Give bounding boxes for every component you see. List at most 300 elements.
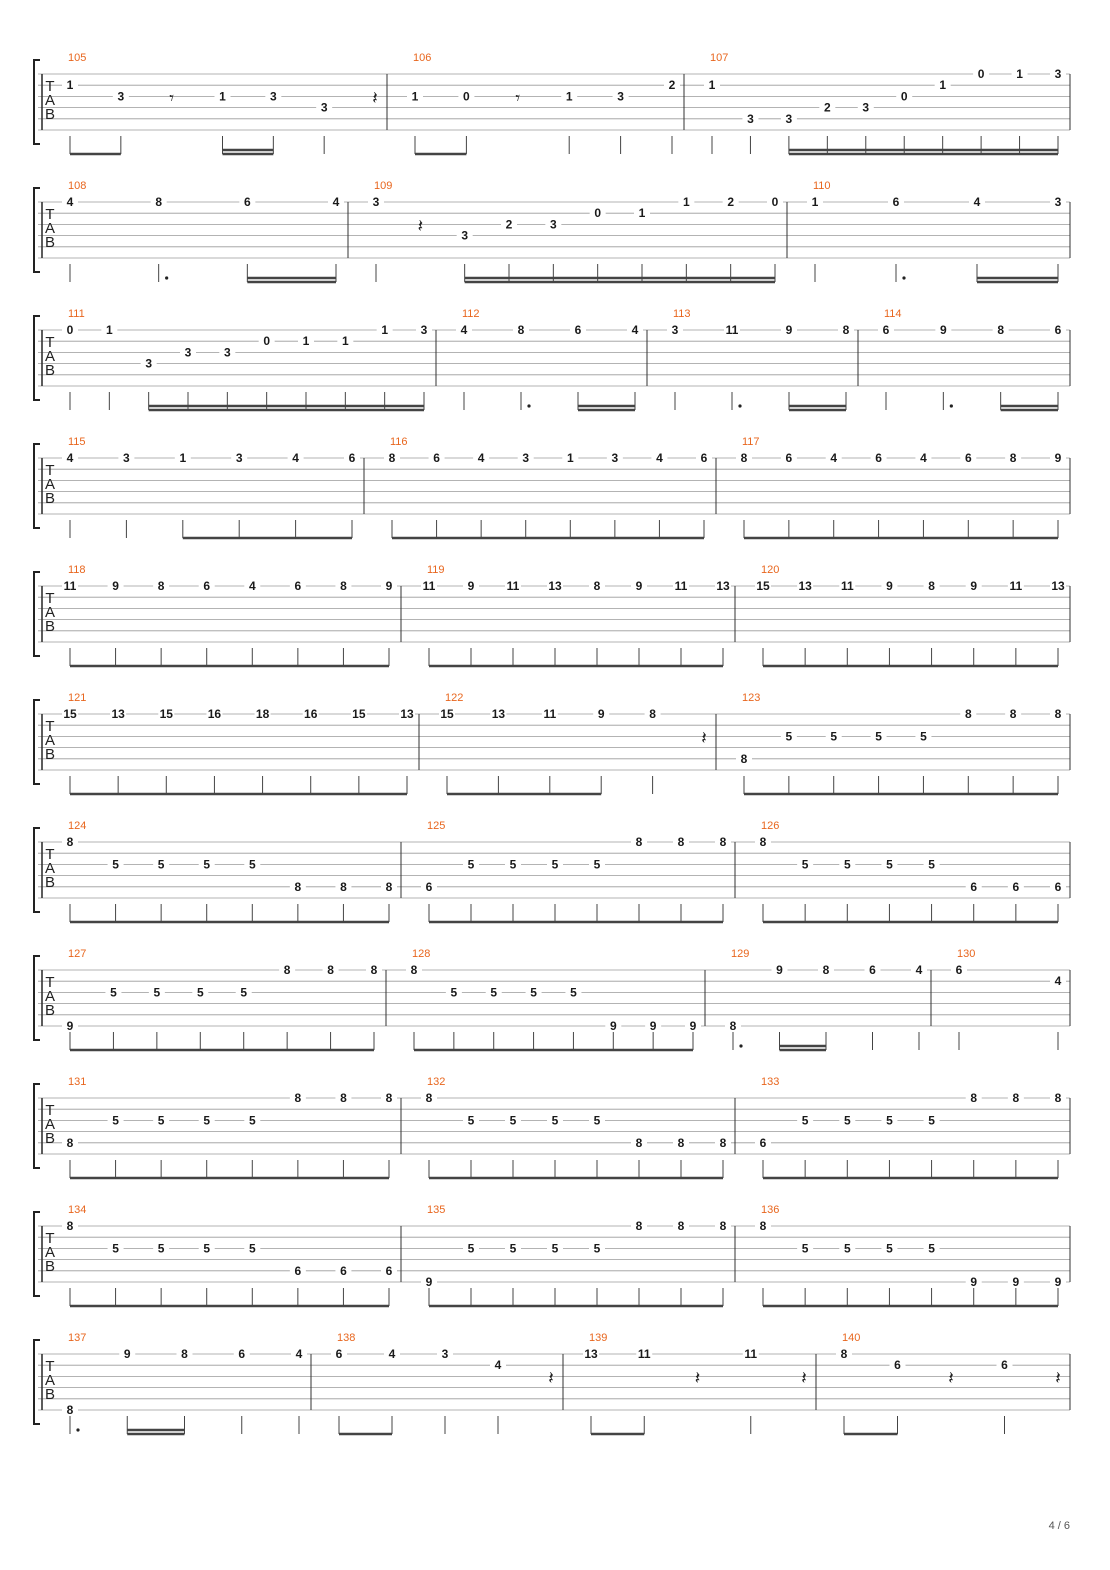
dot (738, 404, 741, 407)
fret-number: 2 (823, 100, 831, 115)
fret-number: 5 (467, 1113, 475, 1128)
fret-number: 6 (785, 451, 793, 465)
dot (902, 276, 905, 279)
fret-number: 6 (238, 1347, 246, 1361)
fret-number: 8 (340, 1091, 347, 1105)
fret-number: 6 (875, 451, 882, 465)
fret-number: 15 (63, 707, 77, 721)
fret-number: 8 (677, 835, 685, 849)
fret-number: 3 (117, 89, 125, 104)
tab-clef-letter: B (44, 234, 56, 251)
system-bracket (34, 1212, 40, 1296)
fret-number: 4 (66, 195, 74, 209)
fret-number: 5 (875, 729, 882, 744)
measure (836, 1332, 1061, 1434)
measure (62, 1204, 397, 1306)
measure-number: 128 (412, 948, 431, 960)
measure (62, 180, 344, 282)
tab-clef-letter: B (44, 1002, 56, 1019)
fret-number: 8 (719, 1219, 727, 1233)
tab-clef-letter: B (44, 106, 56, 123)
measure-number: 111 (68, 308, 85, 320)
fret-number: 5 (886, 1113, 893, 1128)
fret-number: 8 (327, 963, 334, 977)
fret-number: 3 (862, 100, 870, 115)
measure-number: 140 (842, 1332, 861, 1344)
fret-number: 1 (811, 195, 819, 209)
measure (62, 436, 360, 538)
fret-number: 6 (574, 323, 582, 337)
fret-number: 3 (785, 111, 793, 126)
fret-number: 1 (638, 206, 646, 221)
fret-number: 4 (66, 451, 74, 465)
fret-number: 6 (294, 579, 302, 593)
fret-number: 5 (248, 1241, 256, 1256)
fret-number: 4 (631, 323, 639, 337)
rest-symbol: 𝄽 (548, 1368, 554, 1389)
fret-number: 9 (66, 1019, 74, 1033)
measure-number: 105 (68, 52, 87, 64)
measure-number: 113 (673, 308, 691, 320)
fret-number: 5 (157, 1241, 165, 1256)
tab-clef-letter: T (45, 334, 55, 351)
measure-number: 114 (884, 308, 902, 320)
fret-number: 15 (159, 707, 173, 721)
system-bracket (34, 700, 40, 784)
fret-number: 3 (223, 345, 231, 360)
fret-number: 9 (886, 579, 893, 593)
fret-number: 5 (509, 857, 517, 872)
fret-number: 11 (1009, 579, 1023, 593)
fret-number: 6 (348, 451, 356, 465)
fret-number: 5 (112, 1241, 119, 1256)
fret-number: 4 (388, 1347, 396, 1361)
fret-number: 8 (822, 963, 830, 977)
fret-number: 11 (506, 579, 520, 593)
fret-number: 8 (719, 1135, 727, 1150)
tab-system (34, 692, 1070, 794)
rest-symbol: 𝄽 (417, 216, 424, 237)
fret-number: 5 (801, 1241, 809, 1256)
fret-number: 13 (1051, 579, 1065, 593)
fret-number: 6 (894, 1358, 901, 1373)
fret-number: 5 (203, 857, 211, 872)
fret-number: 1 (105, 323, 113, 337)
system-bracket (34, 1340, 40, 1424)
measure-number: 126 (761, 820, 780, 832)
tab-clef-letter: A (44, 92, 56, 109)
tab-system (34, 308, 1070, 410)
fret-number: 8 (677, 1135, 685, 1150)
fret-number: 3 (461, 228, 469, 243)
rest-symbol: 𝄽 (701, 728, 707, 749)
fret-number: 5 (248, 857, 256, 872)
fret-number: 1 (939, 78, 947, 93)
measure-number: 129 (731, 948, 750, 960)
fret-number: 6 (294, 1263, 302, 1278)
fret-number: 6 (964, 451, 972, 465)
measure-number: 120 (761, 564, 780, 576)
fret-number: 11 (674, 579, 688, 593)
tab-clef-letter: T (45, 846, 55, 863)
measure-number: 121 (68, 692, 87, 704)
tab-clef-letter: B (44, 874, 56, 891)
tab-clef-letter: T (45, 462, 55, 479)
fret-number: 8 (425, 1091, 433, 1105)
fret-number: 9 (776, 963, 783, 977)
measure-number: 133 (761, 1076, 780, 1088)
measure (704, 52, 1066, 154)
fret-number: 5 (157, 857, 165, 872)
fret-number: 8 (340, 879, 347, 894)
dot (527, 404, 530, 407)
fret-number: 11 (840, 579, 854, 593)
fret-number: 8 (155, 195, 163, 209)
tab-clef-letter: A (44, 604, 56, 621)
tab-clef-letter: A (44, 860, 56, 877)
measure-number: 109 (374, 180, 393, 192)
measure (62, 1076, 397, 1178)
rest-symbol: 𝄽 (801, 1368, 807, 1389)
fret-number: 9 (123, 1347, 131, 1361)
fret-number: 3 (441, 1347, 449, 1361)
measure (755, 564, 1066, 666)
fret-number: 4 (248, 579, 256, 593)
fret-number: 11 (744, 1347, 758, 1361)
measure-number: 123 (742, 692, 761, 704)
fret-number: 11 (422, 579, 436, 593)
tab-clef-letter: B (44, 1130, 56, 1147)
fret-number: 1 (341, 334, 349, 349)
fret-number: 9 (1054, 451, 1062, 465)
fret-number: 3 (123, 451, 130, 465)
measure-number: 119 (427, 564, 445, 576)
fret-number: 6 (340, 1263, 347, 1278)
fret-number: 3 (671, 323, 679, 337)
measure (439, 692, 707, 794)
measure-number: 132 (427, 1076, 446, 1088)
tab-clef-letter: T (45, 974, 55, 991)
measure (755, 1076, 1066, 1178)
fret-number: 8 (1054, 1091, 1062, 1105)
tab-clef-letter: A (44, 476, 56, 493)
fret-number: 4 (292, 451, 299, 465)
fret-number: 9 (385, 579, 393, 593)
fret-number: 5 (551, 1113, 559, 1128)
fret-number: 15 (756, 579, 770, 593)
fret-number: 2 (668, 78, 676, 93)
fret-number: 9 (785, 323, 793, 337)
fret-number: 0 (900, 89, 908, 104)
fret-number: 8 (66, 835, 74, 849)
measure-number: 108 (68, 180, 87, 192)
system-bracket (34, 60, 40, 144)
fret-number: 1 (219, 89, 226, 104)
fret-number: 5 (203, 1113, 211, 1128)
fret-number: 5 (110, 985, 117, 1000)
system-bracket (34, 956, 40, 1040)
system-bracket (34, 1084, 40, 1168)
measure-number: 110 (813, 180, 831, 192)
fret-number: 8 (729, 1019, 737, 1033)
fret-number: 8 (388, 451, 396, 465)
fret-number: 8 (964, 707, 972, 721)
fret-number: 15 (440, 707, 454, 721)
tab-clef-letter: B (44, 618, 56, 635)
fret-number: 9 (939, 323, 947, 337)
measure (755, 820, 1066, 922)
fret-number: 9 (970, 579, 978, 593)
fret-number: 1 (381, 323, 389, 337)
fret-number: 11 (725, 323, 739, 337)
fret-number: 11 (637, 1347, 651, 1361)
fret-number: 8 (997, 323, 1005, 337)
measure (421, 564, 731, 666)
fret-number: 13 (400, 707, 414, 721)
dot (739, 1044, 742, 1047)
fret-number: 5 (920, 729, 927, 744)
tab-system (34, 820, 1070, 922)
fret-number: 9 (970, 1275, 978, 1289)
fret-number: 6 (1054, 323, 1062, 337)
fret-number: 5 (843, 857, 851, 872)
fret-number: 5 (112, 857, 119, 872)
fret-number: 8 (1012, 1091, 1020, 1105)
fret-number: 6 (335, 1347, 343, 1361)
fret-number: 5 (551, 1241, 559, 1256)
fret-number: 4 (494, 1358, 502, 1373)
fret-number: 2 (727, 195, 735, 209)
rest-symbol: 𝄾 (169, 88, 175, 109)
fret-number: 5 (843, 1241, 851, 1256)
fret-number: 5 (530, 985, 537, 1000)
fret-number: 1 (1016, 67, 1023, 81)
fret-number: 3 (549, 217, 557, 232)
tab-system (34, 1076, 1070, 1178)
fret-number: 8 (740, 751, 748, 766)
tab-clef-letter: T (45, 206, 55, 223)
fret-number: 8 (635, 1219, 643, 1233)
measure-number: 116 (390, 436, 408, 448)
tab-clef-letter: B (44, 490, 56, 507)
fret-number: 4 (973, 195, 981, 209)
tab-clef-letter: B (44, 746, 56, 763)
measure-number: 130 (957, 948, 976, 960)
fret-number: 5 (467, 1241, 475, 1256)
measure-number: 107 (710, 52, 729, 64)
fret-number: 15 (352, 707, 366, 721)
fret-number: 0 (263, 334, 271, 349)
fret-number: 6 (882, 323, 890, 337)
measure-number: 131 (68, 1076, 87, 1088)
measure-number: 127 (68, 948, 87, 960)
fret-number: 9 (689, 1019, 697, 1033)
fret-number: 9 (649, 1019, 657, 1033)
fret-number: 3 (184, 345, 192, 360)
fret-number: 9 (112, 579, 119, 593)
fret-number: 8 (66, 1403, 74, 1417)
tab-clef-letter: T (45, 590, 55, 607)
tab-clef-letter: A (44, 1244, 56, 1261)
fret-number: 5 (928, 857, 935, 872)
tab-clef-letter: T (45, 78, 55, 95)
fret-number: 3 (420, 323, 428, 337)
measure (62, 1332, 307, 1434)
tab-clef-letter: T (45, 1358, 55, 1375)
tab-system (34, 1204, 1070, 1306)
rest-symbol: 𝄽 (372, 88, 378, 109)
tab-clef-letter: A (44, 348, 56, 365)
fret-number: 8 (719, 835, 727, 849)
fret-number: 6 (243, 195, 251, 209)
fret-number: 9 (597, 707, 605, 721)
fret-number: 5 (801, 857, 809, 872)
fret-number: 8 (66, 1135, 74, 1150)
fret-number: 5 (490, 985, 498, 1000)
fret-number: 8 (385, 1091, 393, 1105)
tab-system (34, 52, 1070, 154)
measure-number: 134 (68, 1204, 87, 1216)
fret-number: 8 (517, 323, 525, 337)
fret-number: 9 (1054, 1275, 1062, 1289)
fret-number: 8 (283, 963, 291, 977)
fret-number: 3 (372, 195, 380, 209)
fret-number: 3 (235, 451, 243, 465)
fret-number: 9 (425, 1275, 433, 1289)
fret-number: 5 (886, 857, 893, 872)
fret-number: 1 (179, 451, 187, 465)
fret-number: 8 (759, 1219, 767, 1233)
system-bracket (34, 828, 40, 912)
measure (62, 564, 397, 666)
fret-number: 5 (203, 1241, 211, 1256)
measure-number: 124 (68, 820, 87, 832)
fret-number: 1 (708, 78, 716, 93)
measure (62, 308, 432, 410)
fret-number: 6 (203, 579, 211, 593)
measure (421, 820, 731, 922)
fret-number: 0 (594, 206, 602, 221)
measure (62, 820, 397, 922)
fret-number: 5 (843, 1113, 851, 1128)
system-bracket (34, 188, 40, 272)
fret-number: 16 (304, 707, 318, 721)
fret-number: 3 (145, 356, 153, 371)
tab-system (34, 180, 1070, 282)
fret-number: 9 (609, 1019, 617, 1033)
fret-number: 4 (460, 323, 468, 337)
fret-number: 5 (593, 857, 601, 872)
fret-number: 4 (295, 1347, 303, 1361)
fret-number: 5 (593, 1113, 601, 1128)
measure (878, 308, 1066, 410)
fret-number: 6 (759, 1135, 767, 1150)
fret-number: 8 (842, 323, 850, 337)
tab-clef-letter: A (44, 220, 56, 237)
measure-number: 112 (462, 308, 480, 320)
fret-number: 6 (1001, 1358, 1008, 1373)
fret-number: 6 (1012, 879, 1020, 894)
fret-number: 4 (656, 451, 663, 465)
tab-system (34, 436, 1070, 538)
fret-number: 1 (565, 89, 573, 104)
fret-number: 8 (593, 579, 601, 593)
fret-number: 8 (66, 1219, 74, 1233)
measure (331, 1332, 554, 1434)
measure-number: 117 (742, 436, 760, 448)
fret-number: 3 (1054, 195, 1062, 209)
fret-number: 6 (433, 451, 440, 465)
tab-clef-letter: A (44, 732, 56, 749)
page-number: 4 / 6 (1048, 1520, 1070, 1532)
tab-clef-letter: A (44, 1116, 56, 1133)
fret-number: 4 (1054, 974, 1062, 989)
fret-number: 13 (584, 1347, 598, 1361)
rest-symbol: 𝄾 (515, 88, 521, 109)
fret-number: 8 (370, 963, 378, 977)
fret-number: 16 (207, 707, 222, 721)
fret-number: 1 (411, 89, 419, 104)
fret-number: 9 (635, 579, 643, 593)
fret-number: 8 (1009, 451, 1017, 465)
fret-number: 4 (477, 451, 485, 465)
fret-number: 5 (153, 985, 161, 1000)
measure-number: 137 (68, 1332, 87, 1344)
fret-number: 5 (801, 1113, 809, 1128)
measure-number: 135 (427, 1204, 446, 1216)
fret-number: 3 (522, 451, 530, 465)
fret-number: 4 (332, 195, 340, 209)
fret-number: 8 (649, 707, 656, 721)
fret-number: 8 (294, 879, 302, 894)
rest-symbol: 𝄽 (1055, 1368, 1061, 1389)
measure (62, 692, 415, 794)
measure (62, 948, 382, 1050)
fret-number: 4 (915, 963, 923, 977)
fret-number: 1 (566, 451, 574, 465)
fret-number: 3 (269, 89, 277, 104)
measure (407, 52, 680, 154)
fret-number: 5 (570, 985, 577, 1000)
tab-clef-letter: T (45, 1102, 55, 1119)
rest-symbol: 𝄽 (694, 1368, 701, 1389)
fret-number: 6 (892, 195, 900, 209)
measure-number: 115 (68, 436, 86, 448)
fret-number: 5 (928, 1241, 935, 1256)
fret-number: 8 (340, 579, 347, 593)
measure (62, 52, 378, 154)
fret-number: 5 (467, 857, 475, 872)
fret-number: 8 (635, 1135, 643, 1150)
tab-clef-letter: A (44, 1372, 56, 1389)
measure (456, 308, 643, 410)
fret-number: 5 (551, 857, 559, 872)
system-bracket (34, 572, 40, 656)
measure-number: 138 (337, 1332, 356, 1344)
fret-number: 9 (1012, 1275, 1020, 1289)
fret-number: 8 (157, 579, 165, 593)
fret-number: 3 (747, 111, 754, 126)
fret-number: 0 (66, 323, 74, 337)
fret-number: 6 (955, 963, 963, 977)
dot (165, 276, 168, 279)
measure-number: 118 (68, 564, 86, 576)
fret-number: 11 (63, 579, 77, 593)
measure (667, 308, 854, 410)
measure-number: 139 (589, 1332, 608, 1344)
dot (950, 404, 953, 407)
fret-number: 5 (509, 1113, 517, 1128)
